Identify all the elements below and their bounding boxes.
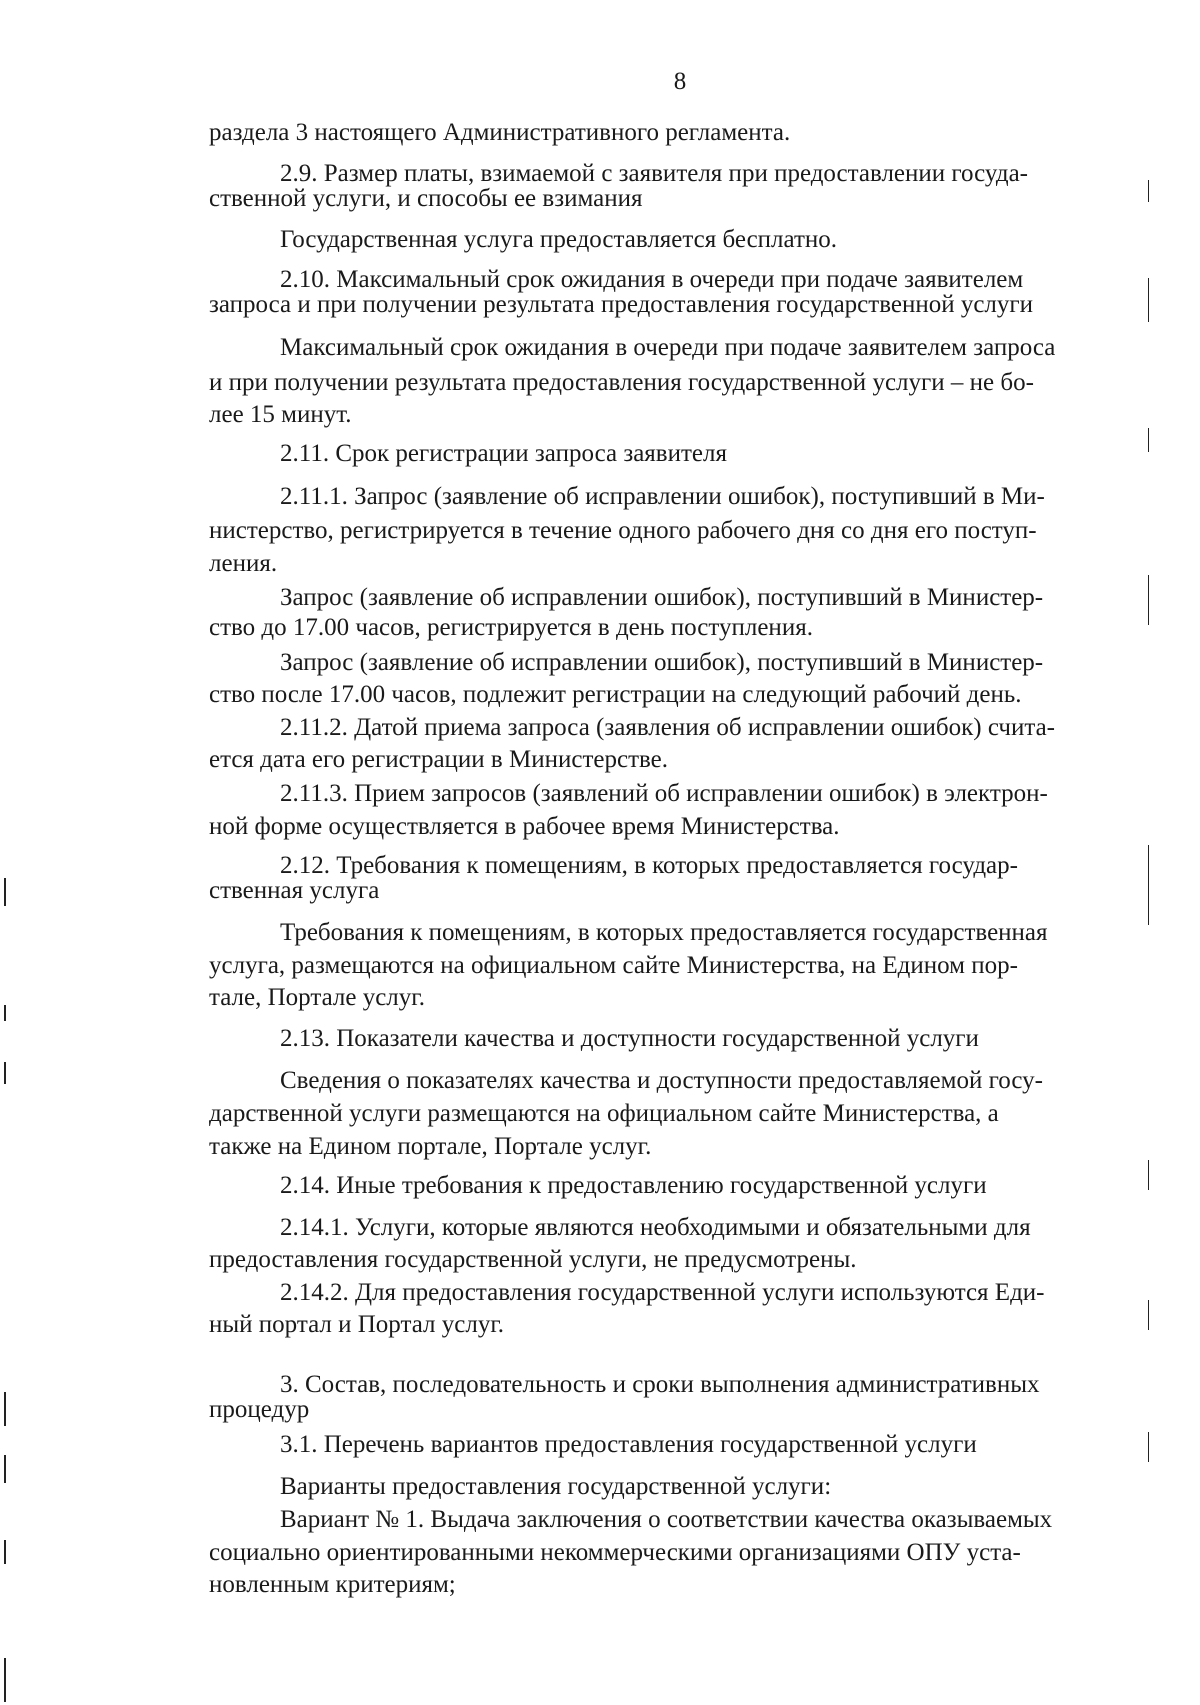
margin-bar — [1148, 1160, 1149, 1190]
text-line: ления. — [209, 550, 278, 577]
text-line: и при получении результата предоставления государственной услуги – не бо- — [209, 369, 1034, 396]
scan-mark — [4, 1005, 6, 1021]
margin-bar — [1148, 180, 1149, 202]
scan-mark — [4, 878, 6, 906]
text-line: также на Едином портале, Портале услуг. — [209, 1133, 652, 1160]
text-line: социально ориентированными некоммерческими организациями ОПУ уста- — [209, 1539, 1021, 1566]
text-line: 3. Состав, последовательность и сроки выполнения административных — [280, 1371, 1040, 1398]
text-line: раздела 3 настоящего Административного регламента. — [209, 119, 791, 146]
text-line: 2.11. Срок регистрации запроса заявителя — [280, 440, 727, 467]
text-line: ство до 17.00 часов, регистрируется в день поступления. — [209, 614, 813, 641]
text-line: Государственная услуга предоставляется бесплатно. — [280, 226, 838, 253]
text-line: предоставления государственной услуги, не предусмотрены. — [209, 1246, 857, 1273]
text-line: лее 15 минут. — [209, 401, 352, 428]
text-line: Сведения о показателях качества и доступности предоставляемой госу- — [280, 1067, 1043, 1094]
text-line: дарственной услуги размещаются на официальном сайте Министерства, а — [209, 1100, 999, 1127]
text-line: Варианты предоставления государственной услуги: — [280, 1473, 832, 1500]
text-line: тале, Портале услуг. — [209, 984, 425, 1011]
text-line: Максимальный срок ожидания в очереди при подаче заявителем запроса — [280, 334, 1056, 361]
text-line: 2.13. Показатели качества и доступности государственной услуги — [280, 1025, 979, 1052]
text-line: процедур — [209, 1396, 310, 1423]
margin-bar — [1148, 1300, 1149, 1330]
page-number: 8 — [673, 68, 687, 95]
text-line: запроса и при получении результата предоставления государственной услуги — [209, 291, 1034, 318]
text-line: ственной услуги, и способы ее взимания — [209, 185, 643, 212]
margin-bar — [1148, 428, 1149, 452]
text-line: 2.14.2. Для предоставления государственной услуги используются Еди- — [280, 1279, 1045, 1306]
scan-mark — [4, 1455, 6, 1483]
text-line: новленным критериям; — [209, 1571, 456, 1598]
text-line: ный портал и Портал услуг. — [209, 1311, 505, 1338]
margin-bar — [1148, 278, 1149, 322]
scan-mark — [4, 1658, 6, 1702]
text-line: ственная услуга — [209, 877, 380, 904]
text-line: 2.12. Требования к помещениям, в которых предоставляется государ- — [280, 852, 1018, 879]
margin-bar — [1148, 575, 1149, 625]
text-line: ной форме осуществляется в рабочее время Министерства. — [209, 813, 840, 840]
text-line: Требования к помещениям, в которых предоставляется государственная — [280, 919, 1048, 946]
text-line: 3.1. Перечень вариантов предоставления государственной услуги — [280, 1431, 977, 1458]
text-line: 2.11.1. Запрос (заявление об исправлении ошибок), поступивший в Ми- — [280, 483, 1045, 510]
text-line: 2.11.2. Датой приема запроса (заявления об исправлении ошибок) счита- — [280, 714, 1056, 741]
text-line: ство после 17.00 часов, подлежит регистрации на следующий рабочий день. — [209, 681, 1022, 708]
scan-mark — [4, 1540, 6, 1564]
text-line: Запрос (заявление об исправлении ошибок), поступивший в Министер- — [280, 584, 1044, 611]
scan-mark — [4, 1392, 6, 1426]
text-line: Запрос (заявление об исправлении ошибок), поступивший в Министер- — [280, 649, 1044, 676]
scan-mark — [4, 1062, 6, 1084]
text-line: 2.9. Размер платы, взимаемой с заявителя при предоставлении госуда- — [280, 160, 1028, 187]
text-line: ется дата его регистрации в Министерстве. — [209, 746, 668, 773]
text-line: услуга, размещаются на официальном сайте Министерства, на Едином пор- — [209, 952, 1018, 979]
margin-bar — [1148, 1432, 1149, 1462]
text-line: нистерство, регистрируется в течение одного рабочего дня со дня его поступ- — [209, 517, 1037, 544]
text-line: 2.14. Иные требования к предоставлению государственной услуги — [280, 1172, 987, 1199]
text-line: 2.11.3. Прием запросов (заявлений об исправлении ошибок) в электрон- — [280, 780, 1048, 807]
text-line: 2.10. Максимальный срок ожидания в очереди при подаче заявителем — [280, 266, 1024, 293]
margin-bar — [1148, 845, 1149, 925]
text-line: Вариант № 1. Выдача заключения о соответствии качества оказываемых — [280, 1506, 1053, 1533]
text-line: 2.14.1. Услуги, которые являются необходимыми и обязательными для — [280, 1214, 1031, 1241]
